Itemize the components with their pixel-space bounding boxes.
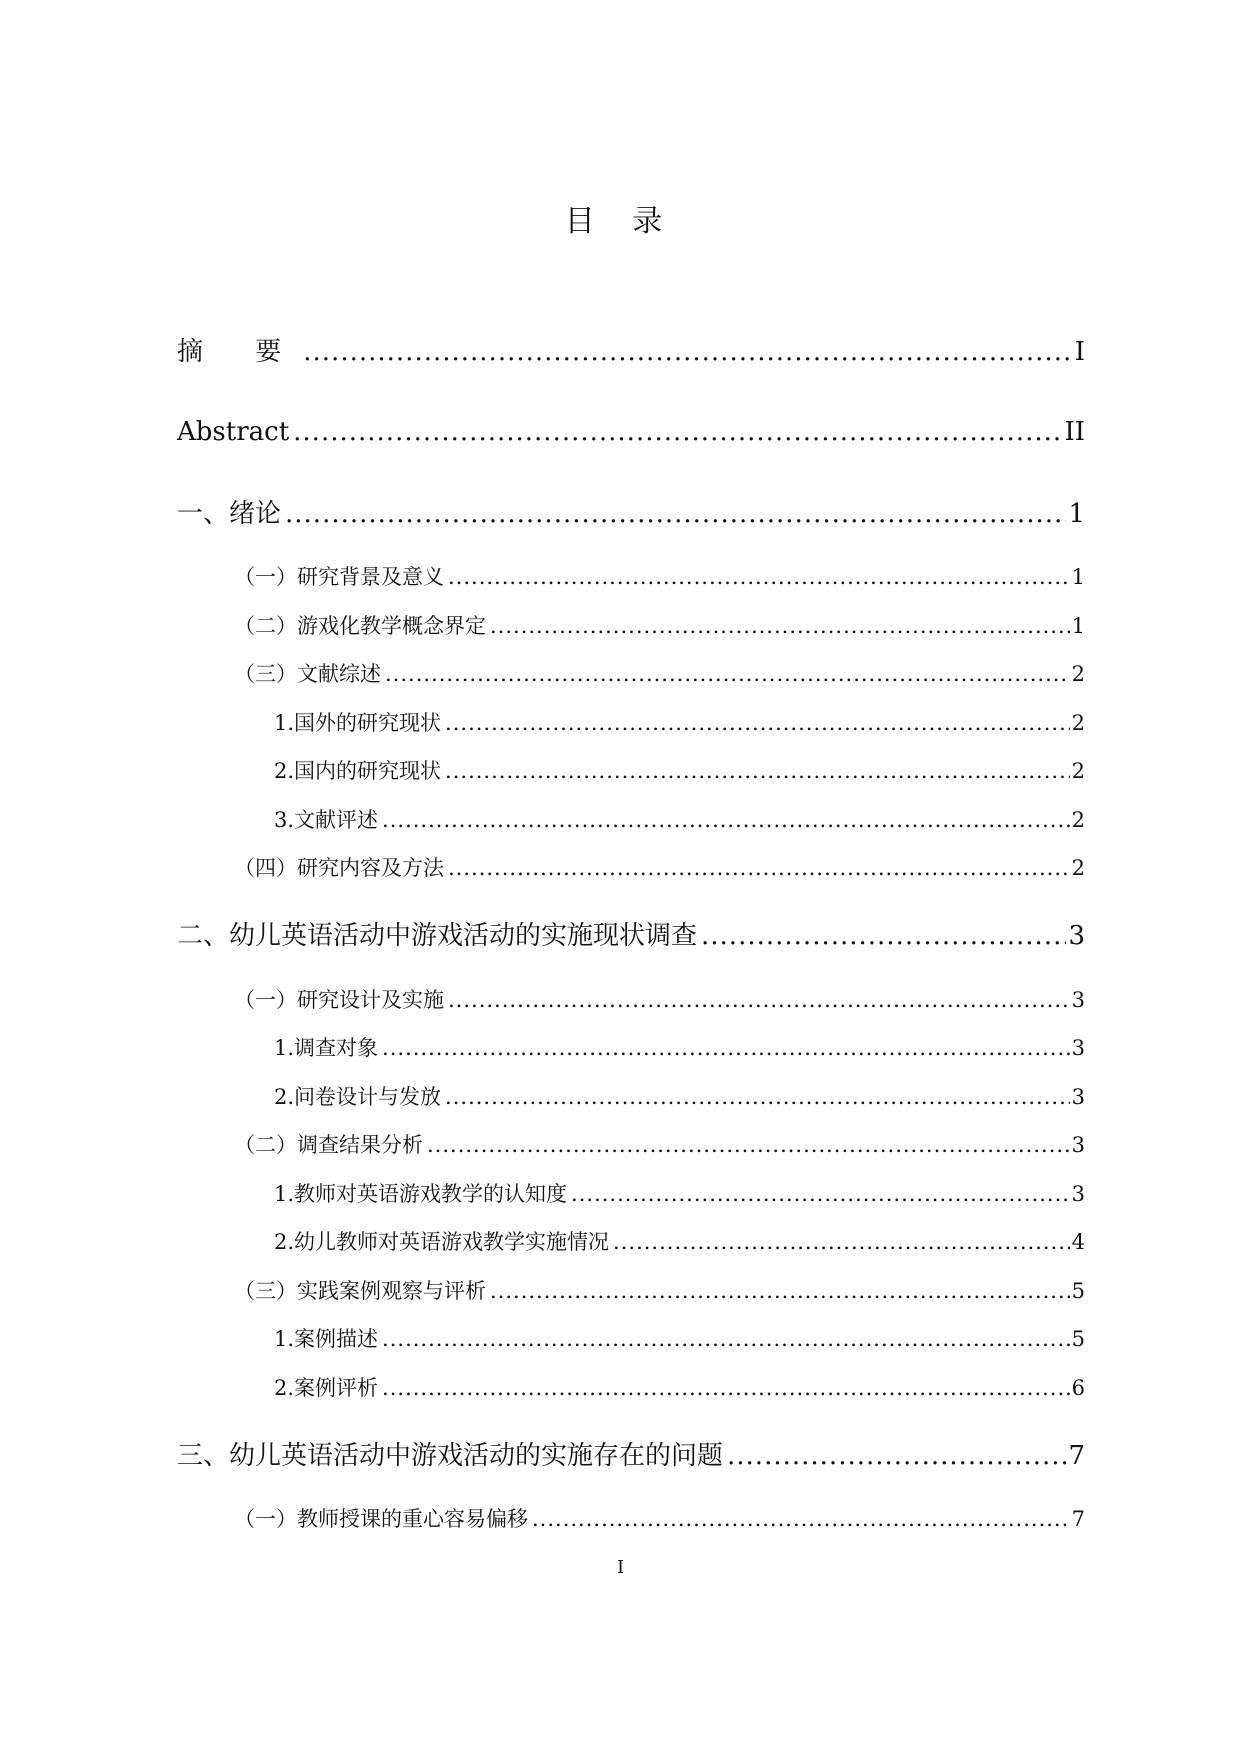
- toc-leader-dots: [727, 1436, 1066, 1476]
- toc-leader-dots: [382, 1322, 1070, 1356]
- toc-entry-page: 6: [1071, 1376, 1085, 1400]
- toc-entry-page: 3: [1071, 988, 1085, 1012]
- toc-entry-page: II: [1064, 417, 1085, 447]
- toc-leader-dots: [385, 657, 1070, 691]
- toc-leader-dots: [382, 803, 1070, 837]
- toc-entry-page: 7: [1068, 1441, 1085, 1471]
- page-number: I: [616, 1557, 625, 1578]
- toc-entry-page: 1: [1071, 565, 1085, 589]
- toc-entry-subsection-2-3-1[interactable]: [274, 1322, 1085, 1356]
- toc-entry-page: 4: [1071, 1230, 1085, 1254]
- toc-entry-label: （二）游戏化教学概念界定: [234, 614, 486, 638]
- toc-entry-page: 2: [1071, 856, 1085, 880]
- toc-entry-page: 3: [1071, 1085, 1085, 1109]
- toc-leader-dots: [445, 754, 1070, 788]
- toc-entry-label: 二、幼儿英语活动中游戏活动的实施现状调查: [177, 921, 698, 951]
- toc-leader-dots: [293, 412, 1062, 452]
- toc-entry-label: 1.调查对象: [274, 1036, 379, 1060]
- toc-entry-section-2-1[interactable]: [234, 983, 1085, 1017]
- toc-leader-dots: [382, 1031, 1070, 1065]
- toc-entry-label: Abstract: [177, 417, 290, 447]
- toc-entry-page: 7: [1071, 1507, 1085, 1531]
- toc-entry-page: 5: [1071, 1279, 1085, 1303]
- toc-entry-label: （一）教师授课的重心容易偏移: [234, 1507, 528, 1531]
- toc-entry-chapter-3[interactable]: [177, 1436, 1085, 1476]
- toc-leader-dots: [701, 916, 1066, 956]
- toc-entry-section-3-1[interactable]: [234, 1502, 1085, 1536]
- toc-entry-chapter-2[interactable]: [177, 916, 1085, 956]
- toc-entry-page: 2: [1071, 759, 1085, 783]
- toc-entry-section-1-3[interactable]: [234, 657, 1085, 691]
- toc-leader-dots: [571, 1177, 1070, 1211]
- toc-entry-label: （三）文献综述: [234, 662, 381, 686]
- toc-entry-label: 2.幼儿教师对英语游戏教学实施情况: [274, 1230, 610, 1254]
- toc-entry-label: （一）研究背景及意义: [234, 565, 444, 589]
- toc-entry-subsection-2-1-1[interactable]: [274, 1031, 1085, 1065]
- toc-entry-label: 2.案例评析: [274, 1376, 379, 1400]
- toc-title: 目 录: [564, 204, 677, 239]
- toc-entry-subsection-2-2-1[interactable]: [274, 1177, 1085, 1211]
- toc-entry-label: （一）研究设计及实施: [234, 988, 444, 1012]
- toc-entry-section-1-4[interactable]: [234, 851, 1085, 885]
- toc-leader-dots: [427, 1128, 1070, 1162]
- toc-entry-label: 2.问卷设计与发放: [274, 1085, 442, 1109]
- toc-entry-page: 2: [1071, 662, 1085, 686]
- toc-entry-label: 1.教师对英语游戏教学的认知度: [274, 1182, 568, 1206]
- toc-leader-dots: [445, 1080, 1070, 1114]
- toc-entry-section-2-2[interactable]: [234, 1128, 1085, 1162]
- toc-leader-dots: [303, 332, 1072, 372]
- toc-entry-section-1-1[interactable]: [234, 560, 1085, 594]
- toc-entry-page: 3: [1071, 1133, 1085, 1157]
- toc-entry-page: 2: [1071, 711, 1085, 735]
- toc-entry-page: 1: [1071, 614, 1085, 638]
- toc-entry-label: 1.国外的研究现状: [274, 711, 442, 735]
- toc-entry-label: （三）实践案例观察与评析: [234, 1279, 486, 1303]
- toc-leader-dots: [490, 1274, 1070, 1308]
- toc-entry-label: 2.国内的研究现状: [274, 759, 442, 783]
- toc-leader-dots: [532, 1502, 1070, 1536]
- toc-entry-subsection-2-3-2[interactable]: [274, 1371, 1085, 1405]
- toc-leader-dots: [490, 609, 1070, 643]
- toc-entry-subsection-2-2-2[interactable]: [274, 1225, 1085, 1259]
- toc-leader-dots: [445, 706, 1070, 740]
- toc-entry-subsection-2-1-2[interactable]: [274, 1080, 1085, 1114]
- toc-leader-dots: [448, 851, 1070, 885]
- toc-entry-page: 3: [1071, 1036, 1085, 1060]
- toc-leader-dots: [613, 1225, 1070, 1259]
- toc-entry-label: 1.案例描述: [274, 1327, 379, 1351]
- toc-entry-label: 一、绪论: [177, 499, 282, 529]
- toc-entry-subsection-1-3-3[interactable]: [274, 803, 1085, 837]
- toc-leader-dots: [448, 560, 1070, 594]
- toc-entry-abstract-en[interactable]: [177, 412, 1085, 452]
- toc-leader-dots: [448, 983, 1070, 1017]
- toc-entry-abstract-cn[interactable]: [177, 332, 1085, 372]
- toc-entry-subsection-1-3-1[interactable]: [274, 706, 1085, 740]
- toc-entry-label: 3.文献评述: [274, 808, 379, 832]
- toc-entry-page: 3: [1068, 921, 1085, 951]
- toc-entry-page: 5: [1071, 1327, 1085, 1351]
- toc-entry-section-2-3[interactable]: [234, 1274, 1085, 1308]
- toc-entry-label: （二）调查结果分析: [234, 1133, 423, 1157]
- toc-leader-dots: [285, 494, 1066, 534]
- toc-entry-page: 2: [1071, 808, 1085, 832]
- toc-entry-page: 1: [1068, 499, 1085, 529]
- toc-leader-dots: [382, 1371, 1070, 1405]
- toc-entry-page: 3: [1071, 1182, 1085, 1206]
- toc-entry-chapter-1[interactable]: [177, 494, 1085, 534]
- toc-entry-label: 三、幼儿英语活动中游戏活动的实施存在的问题: [177, 1441, 724, 1471]
- toc-entry-label: （四）研究内容及方法: [234, 856, 444, 880]
- toc-entry-section-1-2[interactable]: [234, 609, 1085, 643]
- toc-entry-subsection-1-3-2[interactable]: [274, 754, 1085, 788]
- toc-entry-page: I: [1074, 337, 1085, 367]
- toc-entry-label: 摘 要: [177, 337, 304, 367]
